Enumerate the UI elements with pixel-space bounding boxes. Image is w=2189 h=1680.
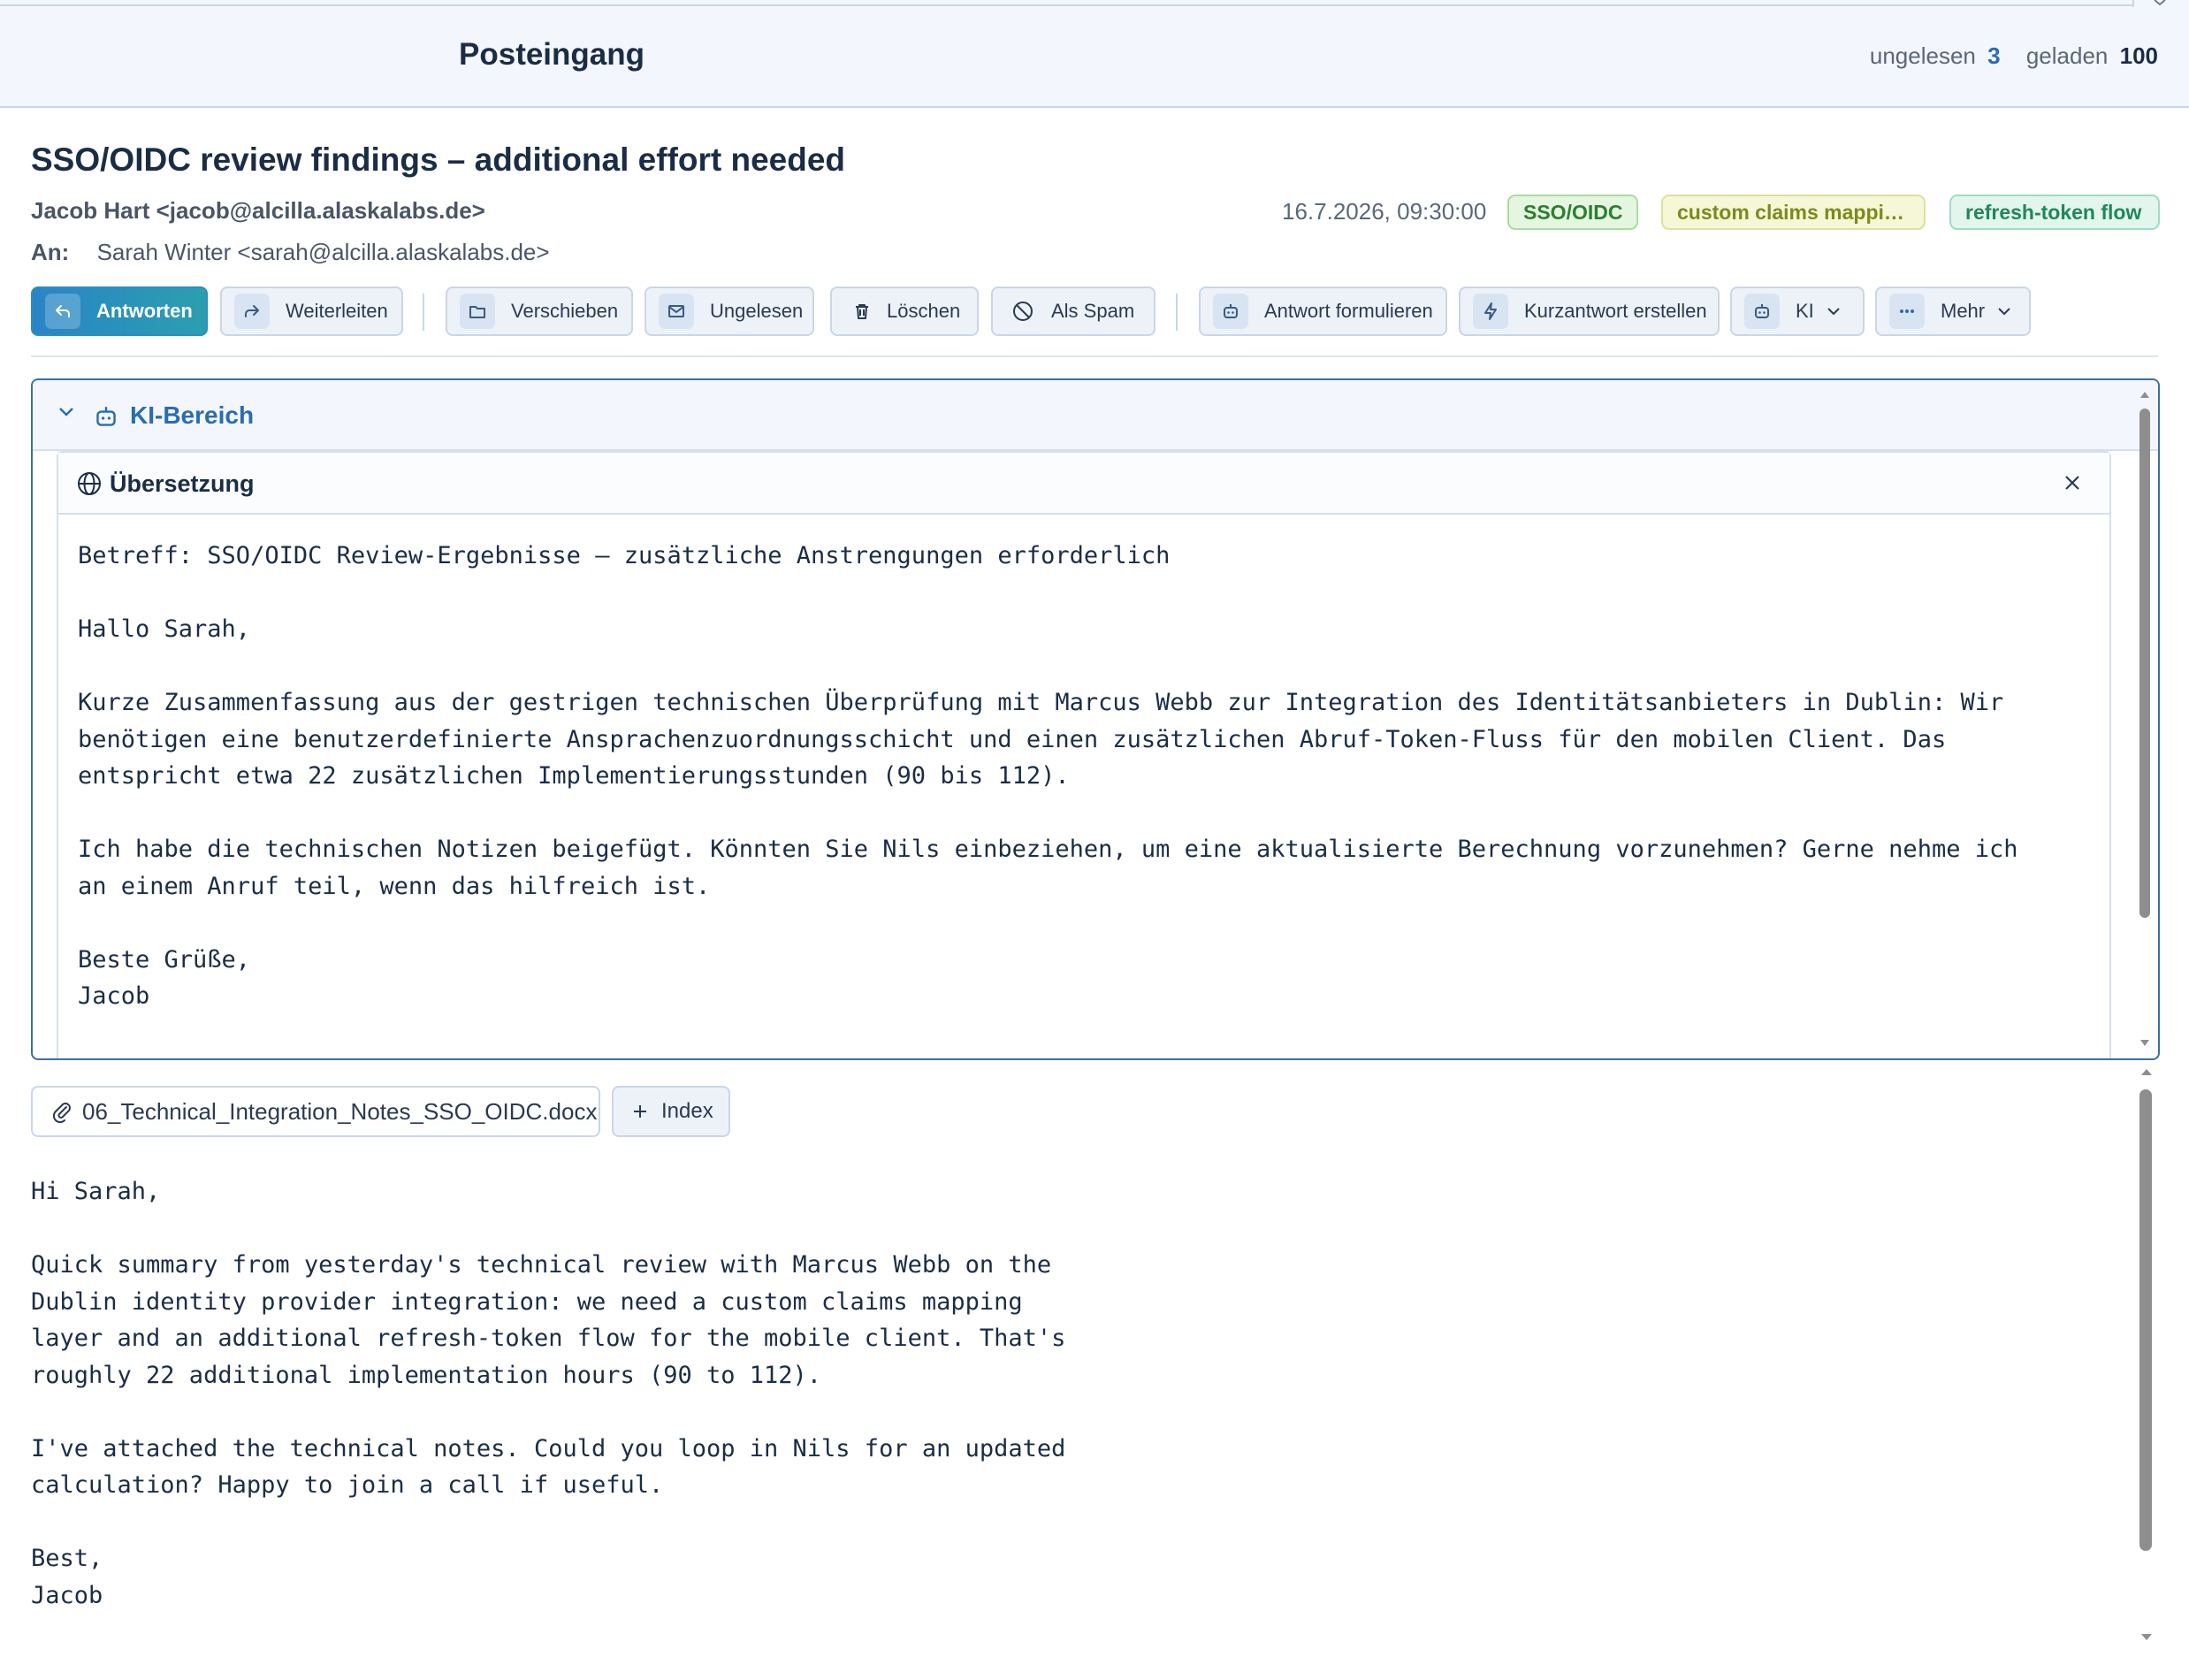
message-subject: SSO/OIDC review findings – additional effort needed	[31, 141, 846, 178]
globe-icon	[76, 470, 103, 497]
mailbox-counts	[1870, 42, 2158, 70]
toolbar-separator	[1176, 294, 1178, 331]
close-icon[interactable]	[2062, 472, 2083, 493]
robot-icon	[93, 403, 119, 430]
translation-title: Übersetzung	[110, 470, 255, 497]
scroll-down-arrow-icon[interactable]	[2139, 1038, 2151, 1049]
translation-card	[57, 451, 2111, 1060]
unread-label: ungelesen	[1869, 42, 1976, 69]
mark-unread-button[interactable]	[644, 286, 814, 336]
quick-reply-label: Kurzantwort erstellen	[1524, 300, 1707, 322]
message-date: 16.7.2026, 09:30:00	[1282, 198, 1487, 225]
delete-button[interactable]	[830, 286, 979, 336]
tag-refresh-token[interactable]: refresh-token flow	[1949, 195, 2160, 230]
forward-label: Weiterleiten	[286, 300, 388, 322]
forward-button[interactable]	[220, 286, 403, 336]
mail-icon	[659, 294, 694, 329]
attachment-name: 06_Technical_Integration_Notes_SSO_OIDC.docx	[82, 1097, 598, 1125]
tag-sso-oidc[interactable]: SSO/OIDC	[1507, 195, 1638, 230]
spam-label: Als Spam	[1051, 300, 1135, 322]
chevron-down-icon	[1827, 307, 1841, 316]
ai-panel-header[interactable]	[33, 380, 2158, 451]
quick-reply-button[interactable]	[1459, 286, 1720, 336]
more-dots-icon	[1889, 294, 1925, 329]
paperclip-icon	[50, 1100, 73, 1123]
chevron-down-icon	[1997, 307, 2011, 316]
toolbar-divider	[31, 355, 2158, 357]
loaded-count: 100	[2119, 42, 2158, 69]
delete-label: Löschen	[887, 300, 961, 322]
tag-custom-claims[interactable]: custom claims mappi…	[1661, 195, 1926, 230]
message-body: Hi Sarah, Quick summary from yesterday's technical review with Marcus Webb on the Dublin identity provider integration: we need a custom claims mapping layer and an additional refresh-token flow for the mobile client. That's roughly 22 additional implementation hours (90 to 112). I've attached the technical notes. Could you loop in Nils for an updated calculation? Happy to join a call if useful. Best, Jacob	[31, 1178, 1066, 1609]
folder-icon	[460, 294, 495, 329]
plus-icon	[631, 1103, 649, 1120]
index-button[interactable]	[612, 1086, 730, 1137]
scroll-up-arrow-icon[interactable]	[2139, 389, 2151, 400]
top-bar	[0, 0, 2189, 108]
message-recipient[interactable]: Sarah Winter <sarah@alcilla.alaskalabs.de>	[96, 239, 550, 265]
reply-label: Antworten	[96, 300, 193, 322]
more-menu-label: Mehr	[1941, 300, 1986, 322]
move-button[interactable]	[446, 286, 633, 336]
reply-button[interactable]	[31, 286, 208, 336]
message-scrollbar[interactable]	[2139, 1089, 2152, 1551]
scroll-down-arrow-icon[interactable]	[2139, 1632, 2154, 1643]
unread-count: 3	[1987, 42, 2001, 69]
forward-icon	[234, 294, 270, 329]
index-label: Index	[661, 1099, 713, 1123]
toolbar-separator	[423, 294, 424, 331]
compose-reply-label: Antwort formulieren	[1264, 300, 1433, 322]
ai-menu-label: KI	[1796, 300, 1814, 322]
chevron-down-icon	[2152, 0, 2168, 7]
mark-unread-label: Ungelesen	[710, 300, 804, 322]
to-label: An:	[31, 239, 70, 265]
more-menu-button[interactable]	[1875, 286, 2031, 336]
trash-icon	[844, 294, 880, 329]
ai-panel	[31, 378, 2160, 1060]
spam-button[interactable]	[991, 286, 1156, 336]
attachment-chip[interactable]	[31, 1086, 600, 1137]
top-divider	[0, 4, 2132, 6]
ai-panel-scrollbar[interactable]	[2139, 409, 2150, 918]
translation-text: Betreff: SSO/OIDC Review-Ergebnisse – zusätzliche Anstrengungen erforderlich Hallo Sarah, Kurze Zusammenfassung aus der gestrigen technischen Überprüfung mit Marcus Webb zur Integration des Identitätsanbieters in Dublin: Wir benötigen eine benutzerdefinierte Ansprachenzuordnungsschicht und einen zusätzlichen Abruf-Token-Fluss für den mobilen Client. Das entspricht etwa 22 zusätzlichen Implementierungsstunden (90 bis 112). Ich habe die technischen Notizen beigefügt. Könnten Sie Nils einbeziehen, um eine aktualisierte Berechnung vorzunehmen? Gerne nehme ich an einem Anruf teil, wenn das hilfreich ist. Beste Grüße, Jacob	[78, 542, 2018, 1010]
folder-title: Posteingang	[459, 37, 645, 72]
block-icon	[1005, 294, 1041, 329]
ai-panel-title: KI-Bereich	[130, 401, 255, 429]
compose-reply-button[interactable]	[1199, 286, 1447, 336]
ai-menu-button[interactable]	[1730, 286, 1865, 336]
robot-icon	[1744, 294, 1780, 329]
move-label: Verschieben	[511, 300, 619, 322]
window-corner	[2132, 0, 2189, 7]
message-sender[interactable]: Jacob Hart <jacob@alcilla.alaskalabs.de>	[31, 197, 485, 224]
chevron-down-icon[interactable]	[57, 407, 75, 417]
lightning-icon	[1473, 294, 1508, 329]
recipient-row	[31, 239, 550, 266]
scroll-up-arrow-icon[interactable]	[2139, 1066, 2154, 1077]
robot-icon	[1213, 294, 1248, 329]
translation-header	[58, 453, 2109, 515]
reply-icon	[45, 294, 80, 329]
loaded-label: geladen	[2025, 42, 2109, 69]
